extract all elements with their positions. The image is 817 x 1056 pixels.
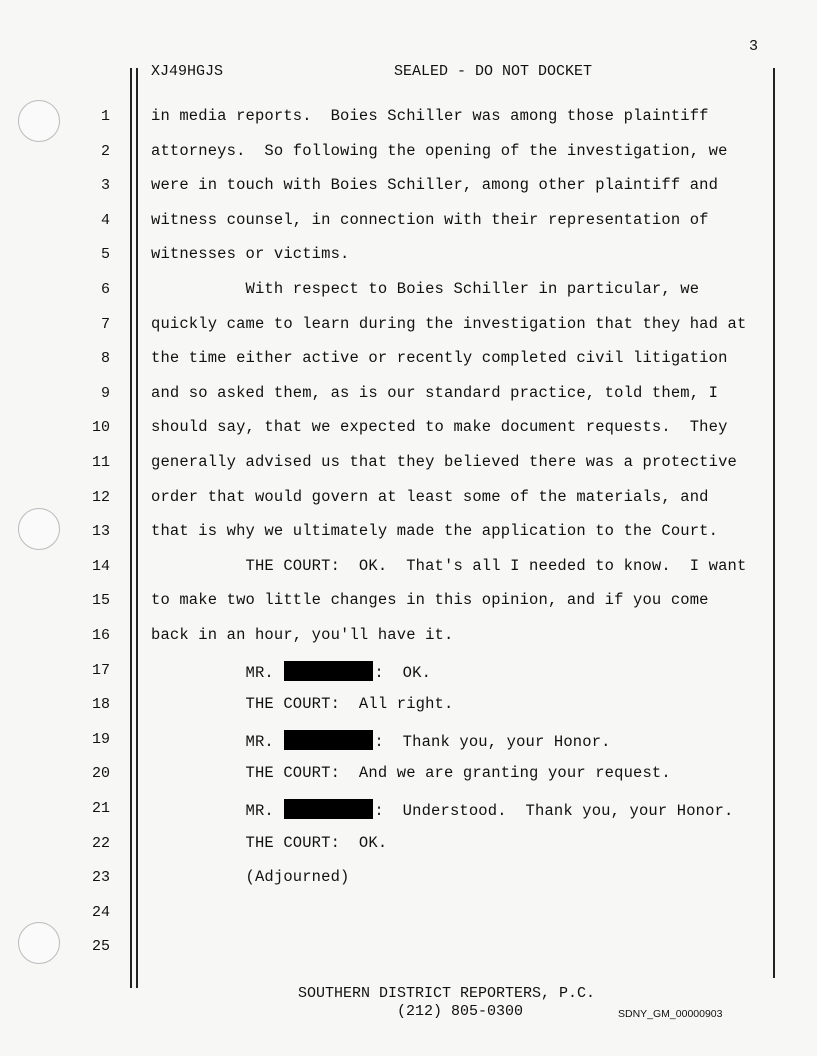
transcript-line: back in an hour, you'll have it.: [151, 626, 454, 644]
line-number: 4: [100, 212, 110, 229]
line-number: 11: [91, 454, 110, 471]
transcript-line: THE COURT: OK.: [151, 834, 388, 852]
redaction-bar: [284, 799, 373, 819]
transcript-line: were in touch with Boies Schiller, among other plaintiff and: [151, 176, 719, 194]
line-number: 14: [91, 558, 110, 575]
page-number: 3: [748, 38, 758, 55]
punch-hole: [18, 100, 60, 142]
reporter-phone: (212) 805-0300: [397, 1003, 524, 1020]
transcript-line: THE COURT: All right.: [151, 695, 454, 713]
speaker-statement: : Understood. Thank you, your Honor.: [374, 802, 734, 820]
punch-hole: [18, 922, 60, 964]
speaker-prefix: MR.: [151, 802, 284, 820]
speaker-prefix: MR.: [151, 664, 284, 682]
speaker-statement: : OK.: [374, 664, 432, 682]
sealed-notice: SEALED - DO NOT DOCKET: [394, 63, 593, 80]
punch-hole: [18, 508, 60, 550]
margin-rule: [773, 68, 775, 978]
margin-rule: [136, 68, 138, 988]
redaction-bar: [284, 730, 373, 750]
transcript-line: order that would govern at least some of the materials, and: [151, 488, 709, 506]
line-number: 7: [100, 316, 110, 333]
line-number: 24: [91, 904, 110, 921]
line-number: 8: [100, 350, 110, 367]
transcript-line: witness counsel, in connection with their representation of: [151, 211, 709, 229]
line-number: 13: [91, 523, 110, 540]
line-number: 2: [100, 143, 110, 160]
line-number: 17: [91, 662, 110, 679]
transcript-line: THE COURT: And we are granting your request.: [151, 764, 671, 782]
transcript-line: attorneys. So following the opening of the investigation, we: [151, 142, 728, 160]
line-number: 1: [100, 108, 110, 125]
transcript-line: should say, that we expected to make document requests. They: [151, 418, 728, 436]
transcript-line: (Adjourned): [151, 868, 350, 886]
transcript-line: generally advised us that they believed there was a protective: [151, 453, 737, 471]
transcript-line: in media reports. Boies Schiller was among those plaintiff: [151, 107, 709, 125]
line-number: 6: [100, 281, 110, 298]
transcript-line: THE COURT: OK. That's all I needed to know. I want: [151, 557, 747, 575]
line-number: 18: [91, 696, 110, 713]
transcript-line: to make two little changes in this opinion, and if you come: [151, 591, 709, 609]
transcript-line: [151, 661, 431, 682]
transcript-line: quickly came to learn during the investigation that they had at: [151, 315, 747, 333]
line-number: 20: [91, 765, 110, 782]
speaker-statement: : Thank you, your Honor.: [374, 733, 611, 751]
line-number: 25: [91, 938, 110, 955]
line-number: 5: [100, 246, 110, 263]
transcript-line: and so asked them, as is our standard practice, told them, I: [151, 384, 719, 402]
transcript-line: [151, 730, 611, 751]
line-number: 16: [91, 627, 110, 644]
margin-rule: [130, 68, 132, 988]
line-number: 21: [91, 800, 110, 817]
transcript-line: witnesses or victims.: [151, 245, 350, 263]
transcript-line: [151, 799, 734, 820]
line-number: 10: [91, 419, 110, 436]
line-number: 23: [91, 869, 110, 886]
transcript-line: With respect to Boies Schiller in particular, we: [151, 280, 700, 298]
line-number: 22: [91, 835, 110, 852]
transcript-line: that is why we ultimately made the application to the Court.: [151, 522, 719, 540]
redaction-bar: [284, 661, 373, 681]
bates-number: SDNY_GM_00000903: [618, 1008, 723, 1020]
speaker-prefix: MR.: [151, 733, 284, 751]
line-number: 3: [100, 177, 110, 194]
line-number: 19: [91, 731, 110, 748]
line-number: 12: [91, 489, 110, 506]
reporter-name: SOUTHERN DISTRICT REPORTERS, P.C.: [298, 985, 596, 1002]
case-id: XJ49HGJS: [151, 63, 224, 80]
line-number: 9: [100, 385, 110, 402]
transcript-line: the time either active or recently completed civil litigation: [151, 349, 728, 367]
line-number: 15: [91, 592, 110, 609]
